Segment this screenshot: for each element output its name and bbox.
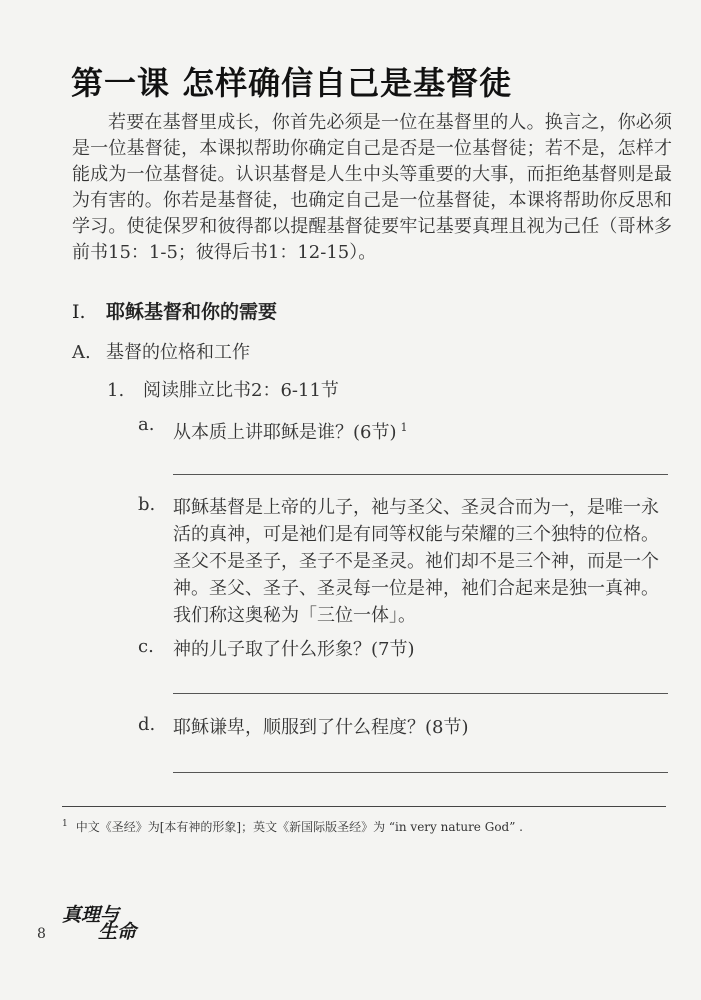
question-text: 耶稣基督是上帝的儿子，祂与圣父、圣灵合而为一，是唯一永活的真神，可是祂们是有同等权能与荣耀的三个独特的位格。圣父不是圣子，圣子不是圣灵。祂们却不是三个神，而是一个神。圣父、圣子、圣灵每一位是神，祂们合起来是独一真神。我们称这奥秘为「三位一体」。 — [173, 497, 659, 626]
question-text-wrapper — [173, 414, 673, 446]
item-number: 1. — [107, 380, 125, 401]
answer-line-a[interactable] — [173, 474, 668, 475]
question-a — [138, 414, 673, 446]
lesson-title: 第一课 怎样确信自己是基督徒 — [71, 64, 513, 102]
footnote — [62, 818, 523, 835]
footnote-reference: 1 — [400, 421, 408, 434]
question-letter: b. — [138, 494, 156, 515]
question-c — [138, 636, 673, 663]
question-text: 从本质上讲耶稣是谁？(6节) — [173, 422, 397, 443]
logo-line-1: 真理与 — [62, 904, 120, 926]
question-letter: c. — [138, 636, 154, 657]
reading-item-1 — [107, 376, 339, 402]
publication-logo — [62, 900, 158, 946]
item-label: 阅读腓立比书2：6-11节 — [143, 380, 339, 401]
question-text: 耶稣谦卑，顺服到了什么程度？(8节) — [173, 717, 469, 738]
section-number: I. — [72, 301, 86, 323]
intro-paragraph: 若要在基督里成长，你首先必须是一位在基督里的人。换言之，你必须是一位基督徒，本课拟帮助你确定自己是否是一位基督徒；若不是，怎样才能成为一位基督徒。认识基督是人生中头等重要的大事，而拒绝基督则是最为有害的。你若是基督徒，也确定自己是一位基督徒，本课将帮助你反思和学习。使徒保罗和彼得都以提醒基督徒要牢记基要真理且视为己任（哥林多前书15：1-5；彼得后书1：12-15）。 — [72, 112, 672, 263]
page-number: 8 — [37, 926, 46, 942]
subsection-label: 基督的位格和工作 — [106, 342, 250, 363]
section-label: 耶稣基督和你的需要 — [106, 301, 278, 323]
question-letter: d. — [138, 714, 156, 735]
subsection-heading-a — [72, 338, 250, 364]
question-text: 神的儿子取了什么形象？(7节) — [173, 639, 415, 660]
question-b — [138, 494, 673, 629]
logo-line-2: 生命 — [98, 921, 137, 943]
answer-line-c[interactable] — [173, 693, 668, 694]
answer-line-d[interactable] — [173, 772, 668, 773]
footnote-text: 中文《圣经》为[本有神的形象]；英文《新国际版圣经》为 “in very nature God” . — [75, 820, 523, 834]
footnote-mark: 1 — [62, 819, 68, 829]
section-heading-i — [72, 297, 277, 324]
subsection-number: A. — [72, 342, 91, 363]
question-letter: a. — [138, 414, 155, 435]
question-d — [138, 714, 673, 741]
footnote-divider — [62, 806, 666, 807]
